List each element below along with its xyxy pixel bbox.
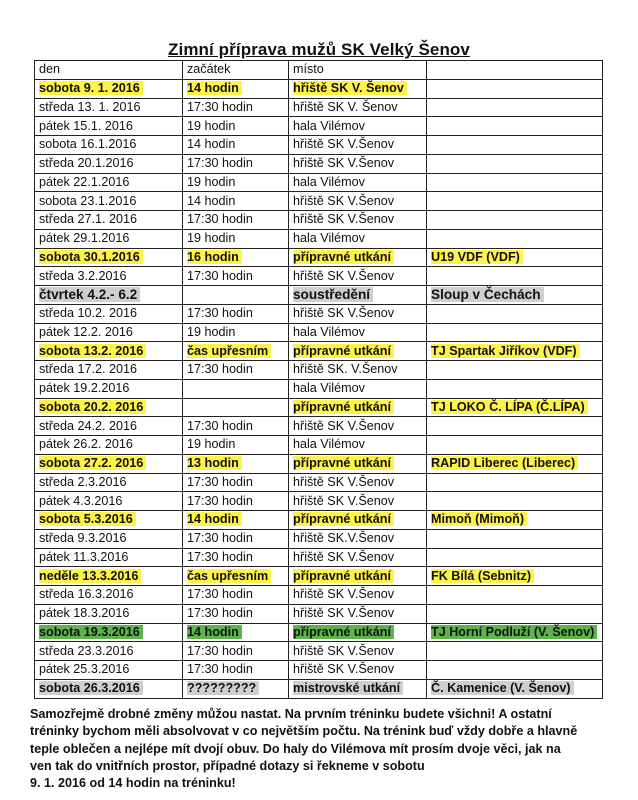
cell-text: pátek 22.1.2016: [39, 174, 130, 189]
cell-text: hřiště SK V. Šenov: [293, 81, 407, 95]
cell-text: 14 hodin: [187, 137, 236, 152]
cell-zacatek: [183, 98, 289, 117]
cell-extra: [427, 323, 603, 342]
cell-text: přípravné utkání: [293, 569, 394, 583]
cell-den: [35, 79, 183, 98]
cell-misto: [289, 679, 427, 698]
cell-den: [35, 679, 183, 698]
table-row: [35, 173, 603, 192]
cell-zacatek: [183, 567, 289, 586]
cell-text: pátek 25.3.2016: [39, 662, 130, 677]
cell-extra: [427, 248, 603, 267]
cell-text: středa 16.3.2016: [39, 587, 134, 602]
cell-zacatek: [183, 586, 289, 605]
cell-text: středa 13. 1. 2016: [39, 99, 141, 114]
cell-zacatek: [183, 286, 289, 305]
cell-den: [35, 417, 183, 436]
cell-text: 17:30 hodin: [187, 418, 253, 433]
cell-extra: [427, 211, 603, 230]
cell-text: 19 hodin: [187, 174, 236, 189]
cell-misto: [289, 117, 427, 136]
cell-text: 14 hodin: [187, 193, 236, 208]
table-row: [35, 679, 603, 698]
cell-text: 16 hodin: [187, 250, 242, 264]
cell-text: hřiště SK V.Šenov: [293, 662, 395, 677]
cell-text: hala Vilémov: [293, 118, 365, 133]
cell-text: neděle 13.3.2016: [39, 569, 141, 583]
cell-misto: [289, 342, 427, 361]
cell-text: hřiště SK V.Šenov: [293, 306, 395, 321]
cell-zacatek: [183, 361, 289, 380]
cell-text: pátek 29.1.2016: [39, 231, 130, 246]
table-row: [35, 211, 603, 230]
cell-den: [35, 136, 183, 155]
table-row: [35, 511, 603, 530]
footer-line: teple oblečen a nejlépe mít dvojí obuv. Do haly do Vilémova mít prosím dvoje věci, jak na: [30, 741, 561, 756]
cell-extra: [427, 548, 603, 567]
cell-text: středa 20.1.2016: [39, 156, 134, 171]
table-row: [35, 154, 603, 173]
cell-text: přípravné utkání: [293, 344, 394, 358]
cell-text: Sloup v Čechách: [431, 287, 544, 302]
cell-den: [35, 192, 183, 211]
cell-den: [35, 567, 183, 586]
cell-text: 17:30 hodin: [187, 587, 253, 602]
cell-den: [35, 436, 183, 455]
cell-extra: [427, 342, 603, 361]
cell-den: [35, 398, 183, 417]
cell-text: 13 hodin: [187, 456, 242, 470]
table-row: [35, 361, 603, 380]
cell-extra: [427, 229, 603, 248]
cell-text: pátek 11.3.2016: [39, 549, 129, 564]
cell-text: hala Vilémov: [293, 324, 365, 339]
cell-den: [35, 548, 183, 567]
cell-text: 14 hodin: [187, 625, 242, 639]
cell-misto: [289, 323, 427, 342]
cell-text: 19 hodin: [187, 118, 236, 133]
cell-misto: [289, 267, 427, 286]
cell-zacatek: [183, 304, 289, 323]
cell-text: pátek 26.2. 2016: [39, 437, 133, 452]
cell-zacatek: [183, 642, 289, 661]
cell-den: [35, 473, 183, 492]
cell-den: [35, 211, 183, 230]
cell-text: přípravné utkání: [293, 250, 394, 264]
footer-line: 9. 1. 2016 od 14 hodin na tréninku!: [30, 776, 236, 791]
cell-text: sobota 19.3.2016: [39, 625, 143, 639]
cell-den: [35, 454, 183, 473]
table-row: [35, 248, 603, 267]
cell-den: [35, 604, 183, 623]
cell-zacatek: [183, 398, 289, 417]
cell-den: [35, 286, 183, 305]
cell-text: sobota 5.3.2016: [39, 512, 136, 526]
cell-misto: [289, 567, 427, 586]
cell-extra: [427, 192, 603, 211]
cell-misto: [289, 529, 427, 548]
table-header-row: [35, 61, 603, 80]
cell-zacatek: [183, 379, 289, 398]
cell-text: sobota 27.2. 2016: [39, 456, 146, 470]
cell-extra: [427, 286, 603, 305]
table-row: [35, 192, 603, 211]
cell-text: čtvrtek 4.2.- 6.2: [39, 287, 140, 302]
cell-misto: [289, 417, 427, 436]
cell-zacatek: [183, 136, 289, 155]
cell-zacatek: [183, 548, 289, 567]
cell-zacatek: [183, 679, 289, 698]
cell-text: hřiště SK V.Šenov: [293, 268, 395, 283]
table-row: [35, 436, 603, 455]
cell-misto: [289, 586, 427, 605]
cell-zacatek: [183, 342, 289, 361]
cell-text: 14 hodin: [187, 512, 242, 526]
cell-text: hřiště SK. V.Šenov: [293, 362, 398, 377]
cell-misto: [289, 248, 427, 267]
cell-text: TJ LOKO Č. LÍPA (Č.LÍPA): [431, 400, 588, 414]
cell-misto: [289, 623, 427, 642]
cell-text: sobota 30.1.2016: [39, 250, 143, 264]
cell-text: pátek 19.2.2016: [39, 381, 130, 396]
cell-text: sobota 13.2. 2016: [39, 344, 146, 358]
table-row: [35, 604, 603, 623]
cell-text: soustředění: [293, 287, 373, 302]
table-row: [35, 286, 603, 305]
cell-den: [35, 642, 183, 661]
cell-misto: [289, 136, 427, 155]
schedule-rows: [35, 79, 603, 698]
cell-zacatek: [183, 529, 289, 548]
table-row: [35, 304, 603, 323]
table-row: [35, 117, 603, 136]
cell-den: [35, 511, 183, 530]
cell-text: mistrovské utkání: [293, 681, 403, 695]
cell-extra: [427, 173, 603, 192]
cell-den: [35, 492, 183, 511]
cell-misto: [289, 154, 427, 173]
cell-extra: [427, 79, 603, 98]
cell-den: [35, 173, 183, 192]
table-row: [35, 661, 603, 680]
cell-text: hřiště SK V.Šenov: [293, 606, 395, 621]
cell-text: sobota 26.3.2016: [39, 681, 143, 695]
cell-text: středa 10.2. 2016: [39, 306, 138, 321]
cell-zacatek: [183, 511, 289, 530]
cell-text: středa 24.2. 2016: [39, 418, 138, 433]
cell-text: 19 hodin: [187, 231, 236, 246]
cell-text: sobota 16.1.2016: [39, 137, 137, 152]
table-row: [35, 417, 603, 436]
cell-text: přípravné utkání: [293, 456, 394, 470]
cell-extra: [427, 604, 603, 623]
cell-misto: [289, 229, 427, 248]
cell-text: Mimoň (Mimoň): [431, 512, 527, 526]
cell-misto: [289, 379, 427, 398]
cell-text: 17:30 hodin: [187, 643, 253, 658]
cell-misto: [289, 661, 427, 680]
cell-text: TJ Horní Podluží (V. Šenov): [431, 625, 597, 639]
cell-text: 17:30 hodin: [187, 362, 253, 377]
cell-extra: [427, 492, 603, 511]
cell-zacatek: [183, 454, 289, 473]
table-row: [35, 229, 603, 248]
cell-den: [35, 623, 183, 642]
cell-misto: [289, 642, 427, 661]
cell-text: 17:30 hodin: [187, 531, 253, 546]
cell-misto: [289, 173, 427, 192]
cell-den: [35, 586, 183, 605]
cell-misto: [289, 211, 427, 230]
table-row: [35, 567, 603, 586]
cell-extra: [427, 267, 603, 286]
cell-text: hala Vilémov: [293, 231, 365, 246]
cell-misto: [289, 192, 427, 211]
cell-text: hala Vilémov: [293, 381, 365, 396]
cell-text: hřiště SK V.Šenov: [293, 643, 395, 658]
table-row: [35, 623, 603, 642]
header-misto: místo: [289, 61, 427, 80]
cell-misto: [289, 454, 427, 473]
cell-zacatek: [183, 248, 289, 267]
cell-text: 17:30 hodin: [187, 549, 253, 564]
table-row: [35, 548, 603, 567]
cell-text: hřiště SK V.Šenov: [293, 137, 395, 152]
cell-den: [35, 248, 183, 267]
cell-zacatek: [183, 79, 289, 98]
cell-den: [35, 361, 183, 380]
cell-text: pátek 15.1. 2016: [39, 118, 133, 133]
cell-text: sobota 20.2. 2016: [39, 400, 146, 414]
cell-den: [35, 229, 183, 248]
cell-text: pátek 12.2. 2016: [39, 324, 133, 339]
cell-den: [35, 342, 183, 361]
cell-misto: [289, 473, 427, 492]
cell-den: [35, 661, 183, 680]
cell-extra: [427, 98, 603, 117]
cell-misto: [289, 604, 427, 623]
cell-text: sobota 9. 1. 2016: [39, 81, 143, 95]
cell-text: hřiště SK V.Šenov: [293, 474, 395, 489]
cell-misto: [289, 79, 427, 98]
cell-extra: [427, 454, 603, 473]
cell-zacatek: [183, 604, 289, 623]
cell-text: středa 3.2.2016: [39, 268, 127, 283]
cell-den: [35, 379, 183, 398]
cell-zacatek: [183, 417, 289, 436]
cell-text: 19 hodin: [187, 324, 236, 339]
cell-misto: [289, 548, 427, 567]
cell-extra: [427, 567, 603, 586]
cell-extra: [427, 586, 603, 605]
cell-extra: [427, 398, 603, 417]
cell-text: 14 hodin: [187, 81, 242, 95]
cell-text: hřiště SK V.Šenov: [293, 156, 395, 171]
table-row: [35, 267, 603, 286]
table-row: [35, 79, 603, 98]
cell-text: středa 27.1. 2016: [39, 212, 138, 227]
footer-line: ven tak do vnitřních prostor, případné dotazy si řekneme v sobotu: [30, 758, 425, 773]
cell-text: 17:30 hodin: [187, 474, 253, 489]
cell-text: středa 23.3.2016: [39, 643, 134, 658]
table-row: [35, 642, 603, 661]
cell-text: 17:30 hodin: [187, 662, 253, 677]
cell-text: středa 9.3.2016: [39, 531, 127, 546]
cell-extra: [427, 642, 603, 661]
table-row: [35, 323, 603, 342]
cell-text: 17:30 hodin: [187, 306, 253, 321]
cell-misto: [289, 98, 427, 117]
cell-extra: [427, 473, 603, 492]
header-den: den: [35, 61, 183, 80]
footer-line: Samozřejmě drobné změny můžou nastat. Na prvním tréninku budete všichni! A ostatní: [30, 707, 552, 721]
cell-den: [35, 154, 183, 173]
cell-extra: [427, 529, 603, 548]
cell-text: hřiště SK V.Šenov: [293, 418, 395, 433]
cell-misto: [289, 492, 427, 511]
cell-zacatek: [183, 323, 289, 342]
table-row: [35, 398, 603, 417]
cell-text: 17:30 hodin: [187, 493, 253, 508]
table-row: [35, 136, 603, 155]
table-row: [35, 98, 603, 117]
cell-extra: [427, 623, 603, 642]
cell-text: hřiště SK V.Šenov: [293, 587, 395, 602]
cell-text: pátek 18.3.2016: [39, 606, 130, 621]
cell-zacatek: [183, 211, 289, 230]
cell-text: TJ Spartak Jiříkov (VDF): [431, 344, 580, 358]
cell-den: [35, 98, 183, 117]
cell-extra: [427, 304, 603, 323]
footer-line: tréninky bychom měli absolvovat v co největším počtu. Na trénink buď vždy dobře a hlavně: [30, 724, 578, 739]
cell-text: pátek 4.3.2016: [39, 493, 123, 508]
cell-text: RAPID Liberec (Liberec): [431, 456, 578, 470]
cell-den: [35, 117, 183, 136]
cell-extra: [427, 679, 603, 698]
footer-note: [30, 706, 620, 792]
cell-zacatek: [183, 229, 289, 248]
cell-misto: [289, 286, 427, 305]
cell-text: 17:30 hodin: [187, 606, 253, 621]
cell-misto: [289, 436, 427, 455]
header-zacatek: začátek: [183, 61, 289, 80]
cell-extra: [427, 417, 603, 436]
schedule-table: [34, 60, 603, 699]
cell-extra: [427, 154, 603, 173]
page-title: Zimní příprava mužů SK Velký Šenov: [168, 40, 470, 59]
cell-misto: [289, 511, 427, 530]
cell-text: hala Vilémov: [293, 174, 365, 189]
cell-text: 17:30 hodin: [187, 99, 253, 114]
table-row: [35, 529, 603, 548]
cell-text: středa 2.3.2016: [39, 474, 127, 489]
cell-text: hřiště SK V. Šenov: [293, 99, 398, 114]
cell-zacatek: [183, 492, 289, 511]
cell-text: 19 hodin: [187, 437, 236, 452]
cell-extra: [427, 136, 603, 155]
cell-zacatek: [183, 267, 289, 286]
cell-zacatek: [183, 436, 289, 455]
cell-text: hala Vilémov: [293, 437, 365, 452]
cell-den: [35, 267, 183, 286]
cell-text: hřiště SK V.Šenov: [293, 212, 395, 227]
cell-text: sobota 23.1.2016: [39, 193, 137, 208]
cell-zacatek: [183, 473, 289, 492]
cell-text: Č. Kamenice (V. Šenov): [431, 681, 574, 695]
cell-extra: [427, 379, 603, 398]
cell-text: hřiště SK V.Šenov: [293, 493, 395, 508]
cell-extra: [427, 436, 603, 455]
cell-text: U19 VDF (VDF): [431, 250, 523, 264]
cell-zacatek: [183, 173, 289, 192]
cell-extra: [427, 117, 603, 136]
table-row: [35, 492, 603, 511]
cell-den: [35, 323, 183, 342]
cell-zacatek: [183, 661, 289, 680]
table-row: [35, 342, 603, 361]
cell-den: [35, 304, 183, 323]
cell-text: hřiště SK V.Šenov: [293, 193, 395, 208]
cell-text: 17:30 hodin: [187, 156, 253, 171]
cell-text: přípravné utkání: [293, 400, 394, 414]
cell-text: 17:30 hodin: [187, 212, 253, 227]
table-row: [35, 586, 603, 605]
cell-zacatek: [183, 623, 289, 642]
cell-misto: [289, 304, 427, 323]
cell-text: FK Bílá (Sebnitz): [431, 569, 534, 583]
cell-text: středa 17.2. 2016: [39, 362, 138, 377]
cell-zacatek: [183, 192, 289, 211]
cell-misto: [289, 398, 427, 417]
cell-text: 17:30 hodin: [187, 268, 253, 283]
cell-text: hřiště SK V.Šenov: [293, 549, 395, 564]
cell-misto: [289, 361, 427, 380]
cell-zacatek: [183, 117, 289, 136]
cell-text: přípravné utkání: [293, 512, 394, 526]
cell-text: čas upřesním: [187, 344, 271, 358]
cell-zacatek: [183, 154, 289, 173]
cell-extra: [427, 361, 603, 380]
cell-text: čas upřesním: [187, 569, 271, 583]
cell-extra: [427, 661, 603, 680]
cell-text: ?????????: [187, 681, 259, 695]
table-row: [35, 473, 603, 492]
table-row: [35, 379, 603, 398]
cell-text: hřiště SK.V.Šenov: [293, 531, 395, 546]
cell-den: [35, 529, 183, 548]
table-row: [35, 454, 603, 473]
header-extra: [427, 61, 603, 80]
cell-text: přípravné utkání: [293, 625, 394, 639]
cell-extra: [427, 511, 603, 530]
